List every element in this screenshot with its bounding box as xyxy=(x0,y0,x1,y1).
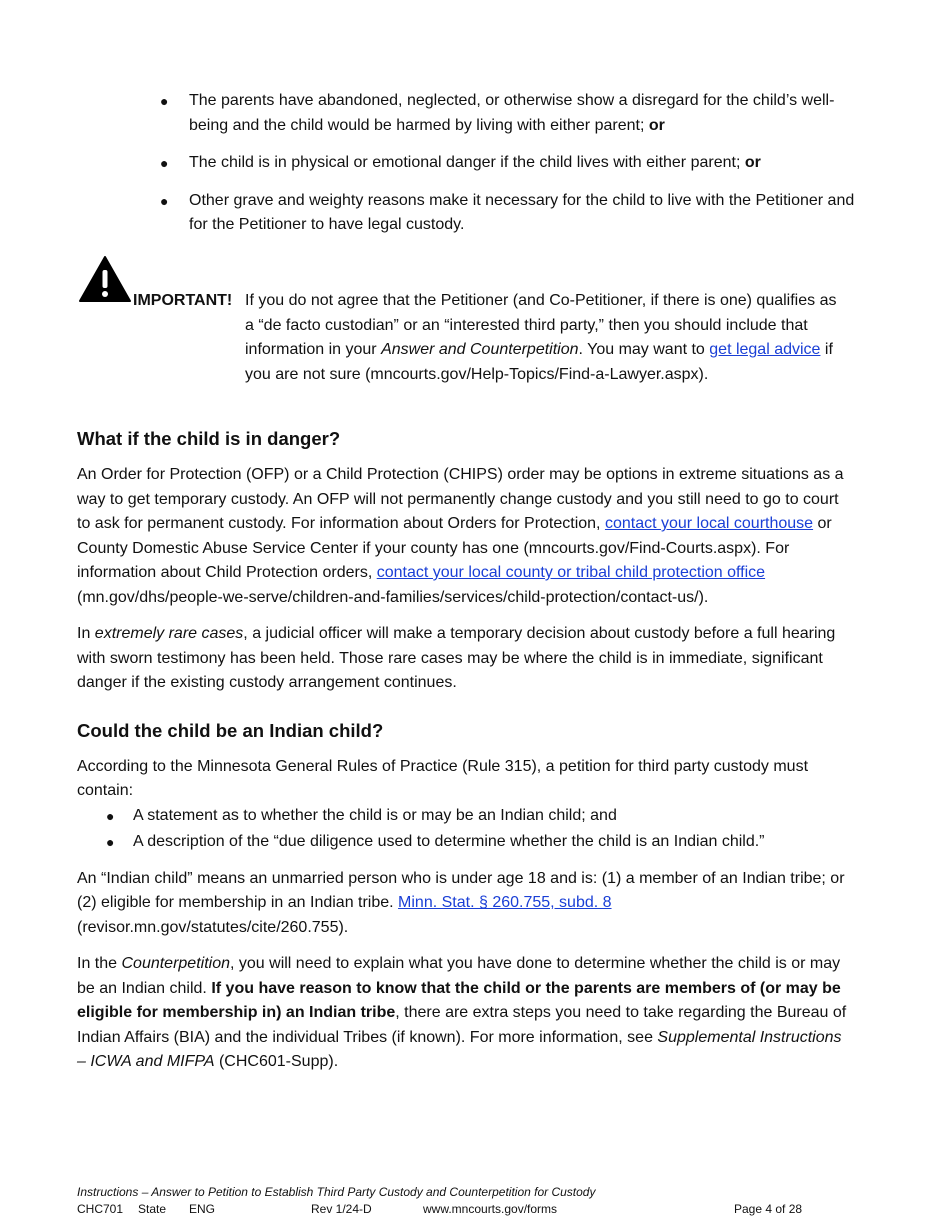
paragraph: In the Counterpetition, you will need to explain what you have done to determine whether the child is or may be an Indian child. If you have reason to know that the child or the parents are members of (or may be eligible for membership in) an Indian tribe, there are extra steps you need to take regarding the Bureau of Indian Affairs (BIA) and the individual Tribes (if known). For more information, see Supplemental Instructions – ICWA and MIFPA (CHC601-Supp). xyxy=(77,955,847,1070)
bullet-icon: ● xyxy=(160,155,169,171)
bullet-icon: ● xyxy=(106,807,115,824)
list-item: ● A description of the “due diligence used to determine whether the child is an Indian child.” xyxy=(77,830,847,855)
footer-title: Instructions – Answer to Petition to Establish Third Party Custody and Counterpetition for Custody xyxy=(77,1185,596,1199)
form-code: CHC701 xyxy=(77,1202,124,1216)
paragraph: An “Indian child” means an unmarried person who is under age 18 and is: (1) a member of an Indian tribe; or (2) eligible for membership in an Indian tribe. Minn. Stat. § 260.755, subd. 8 (revisor.mn.gov/statutes/cite/260.755). xyxy=(77,869,845,936)
footer-state: State xyxy=(138,1202,167,1216)
paragraph: In extremely rare cases, a judicial officer will make a temporary decision about custody before a full hearing with sworn testimony has been held. Those rare cases may be where the child is in immediate, significant danger if the existing custody arrangement continues. xyxy=(77,625,836,691)
list-item: ● The child is in physical or emotional danger if the child lives with either parent; or xyxy=(160,151,860,176)
bullet-icon: ● xyxy=(160,93,169,109)
bullet-icon: ● xyxy=(160,192,169,209)
footer-language: ENG xyxy=(189,1202,216,1216)
requirements-bullet-list xyxy=(77,804,847,855)
list-item: ● The parents have abandoned, neglected, or otherwise show a disregard for the child’s well-being and the child would be harmed by living with either parent; or xyxy=(160,89,860,138)
footer-row xyxy=(77,1201,807,1218)
minn-stat-link[interactable]: Minn. Stat. § 260.755, subd. 8 xyxy=(398,894,612,911)
paragraph: According to the Minnesota General Rules of Practice (Rule 315), a petition for third party custody must contain: xyxy=(77,757,809,799)
footer-url: www.mncourts.gov/forms xyxy=(423,1202,558,1216)
section-heading-danger: What if the child is in danger? xyxy=(77,428,341,449)
main-content xyxy=(77,426,847,1087)
paragraph: An Order for Protection (OFP) or a Child Protection (CHIPS) order may be options in extreme situations as a way to get temporary custody. An OFP will not permanently change custody and you still need to go to court to ask for permanent custody. For information about Orders for Protection, contact your local courthouse or County Domestic Abuse Service Center if your county has one (mncourts.gov/Find-Courts.aspx). For information about Child Protection orders, contact your local county or tribal child protection office (mn.gov/dhs/people-we-serve/children-and-families/services/child-protection/contact-us/). xyxy=(77,466,844,606)
footer-revision: Rev 1/24-D xyxy=(311,1202,372,1216)
legal-advice-link[interactable]: get legal advice xyxy=(709,341,821,358)
child-protection-office-link[interactable]: contact your local county or tribal child protection office xyxy=(376,564,766,581)
page-footer xyxy=(77,1184,807,1218)
bullet-icon: ● xyxy=(106,834,115,850)
section-heading-indian-child: Could the child be an Indian child? xyxy=(77,719,384,741)
local-courthouse-link[interactable]: contact your local courthouse xyxy=(604,515,814,532)
important-label: IMPORTANT! xyxy=(133,292,233,309)
criteria-bullet-list xyxy=(160,89,860,251)
list-item: ● A statement as to whether the child is or may be an Indian child; and xyxy=(77,804,847,829)
list-item: ● Other grave and weighty reasons make it necessary for the child to live with the Petitioner and for the Petitioner to have legal custody. xyxy=(160,189,860,238)
warning-triangle-icon xyxy=(78,255,132,303)
important-text: If you do not agree that the Petitioner (and Co-Petitioner, if there is one) qualifies as a “de facto custodian” or an “interested third party,” then you should include that information in your Answer and Counterpetition. You may want to get legal advice if you are not sure (mncourts.gov/Help-Topics/Find-a-Lawyer.aspx). xyxy=(245,292,837,383)
page-number: Page 4 of 28 xyxy=(734,1202,803,1216)
